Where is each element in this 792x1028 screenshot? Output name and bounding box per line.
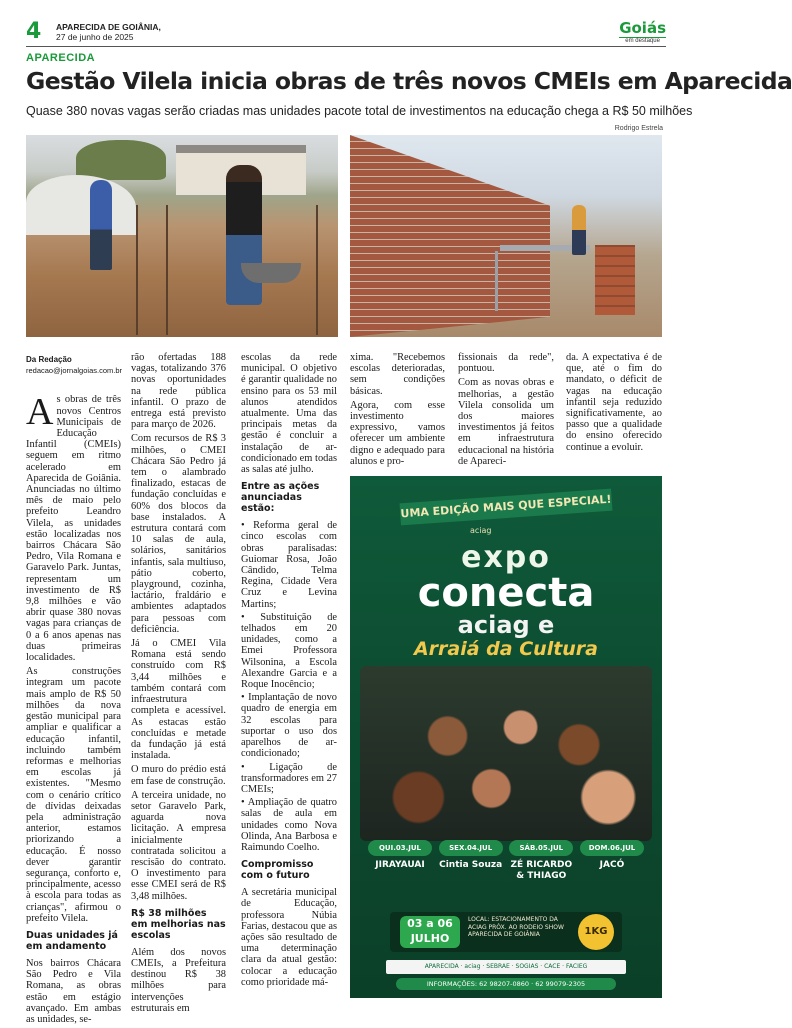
ad-dates-row [368, 840, 644, 856]
logo-subtitle: em destaque [619, 37, 666, 44]
photo-brick-stack [595, 245, 635, 315]
list-item: • Reforma geral de cinco escolas com obras paralisadas: Guiomar Rosa, João Cândido, Telma Regina, Cidade Vera Cruz e Levina Martins; [241, 520, 337, 610]
ad-location: LOCAL: ESTACIONAMENTO DA ACIAG PRÓX. AO RODEIO SHOW APARECIDA DE GOIÂNIA [468, 916, 564, 938]
ad-date: SÁB.05.JUL [509, 840, 573, 856]
publication-info [56, 22, 161, 42]
section-heading: Entre as ações anunciadas estão: [241, 481, 320, 515]
photo-brick-wall [350, 135, 550, 337]
photo-rebar [316, 205, 318, 335]
paragraph: da. A expectativa é de que, até o fim do mandato, o déficit de vagas na educação infantil seja reduzido significativamente, ao passo que a qualidade do ensino oferecido continue a evoluir. [566, 352, 662, 453]
list-item: • Implantação de novo quadro de energia em 32 escolas para suportar o uso dos aparelhos de ar-condicionado; [241, 692, 337, 759]
logo-text: Goiás [619, 19, 666, 37]
paragraph: A terceira unidade, no setor Garavelo Park, aguarda nova licitação. A empresa inicialmente contratada solicitou a rescisão do contrato. O investimento para esse CMEI será de R$ 3,48 milhões. [131, 789, 226, 902]
ad-title-aciag: aciag e [457, 611, 555, 639]
list-item: • Ligação de transformadores em 27 CMEIs; [241, 762, 337, 796]
paragraph: A secretária municipal de Educação, professora Núbia Farias, destacou que as ações são resultado de uma determinação clara da atual gestão: colocar a educação como prioridade má- [241, 887, 337, 988]
section-heading: Compromisso com o futuro [241, 859, 314, 882]
ad-act: JACÓ [599, 860, 625, 870]
dropcap: A [26, 391, 54, 434]
expo-conecta-ad[interactable] [350, 476, 662, 998]
ad-badge: 1KG [578, 914, 614, 950]
article-column-4 [350, 352, 445, 470]
construction-photo-right [350, 135, 662, 337]
section-kicker: APARECIDA [26, 52, 96, 64]
ad-date: SEX.04.JUL [439, 840, 503, 856]
article-column-2 [131, 352, 226, 1017]
publication-date: 27 de junho de 2025 [56, 32, 134, 42]
paragraph: Já o CMEI Vila Romana está sendo construído com R$ 3,44 milhões e também contará com infraestrutura completa e acessível. As estacas estão concluídas e metade da fundação já está instalada. [131, 638, 226, 762]
section-heading: Duas unidades já em andamento [26, 929, 118, 952]
ad-artists-photo [360, 666, 652, 841]
byline-name: Da Redação [26, 355, 72, 364]
ad-subtitle: Arraiá da Cultura [413, 638, 599, 660]
construction-photo-left [26, 135, 338, 337]
list-item: • Substituição de telhados em 20 unidades, como a Emei Professora Wilsonina, a Escola Alexandre Garcia e a Roque Inocêncio; [241, 612, 337, 690]
byline-email[interactable]: redacao@jornalgoias.com.br [26, 366, 122, 376]
list-item: • Ampliação de quatro salas de aula em unidades como Nova Olinda, Ana Barbosa e Raimundo Coelho. [241, 797, 337, 853]
photo-credit: Rodrigo Estrela [614, 125, 663, 132]
paragraph: Agora, com esse investimento expressivo, vamos oferecer um ambiente digno e adequado para alunos e pro- [350, 399, 445, 467]
photo-tree [76, 140, 166, 180]
ad-big-date: 03 a 06 JULHO [400, 916, 460, 948]
ad-brand-top: aciag [470, 526, 492, 535]
ad-event-info [390, 912, 622, 952]
actions-list [241, 520, 337, 853]
paragraph: Com as novas obras e melhorias, a gestão Vilela consolida um dos maiores investimentos já feitos em infraestrutura educacional na história de Apareci- [458, 377, 554, 467]
paragraph: As obras de três novos Centros Municipais de Educação Infantil (CMEIs) seguem em ritmo acelerado em Aparecida de Goiânia. Anunciadas no último mês de maio pelo prefeito Leandro Vilela, as unidades estão localizadas nos bairros Chácara São Pedro, Vila Romana e Garavelo Park. Juntas, representam um investimento de R$ 9,8 milhões e vão abrir quase 380 novas vagas para crianças de 0 a 6 anos apenas nas duas primeiras localidades. [26, 391, 121, 664]
paragraph: escolas da rede municipal. O objetivo é garantir qualidade no ensino para os 53 mil alunos atendidos atualmente. Uma das principais metas da gestão é concluir a instalação de ar-condicionado em todas as salas até julho. [241, 352, 337, 476]
ad-act: ZÉ RICARDO & THIAGO [510, 860, 573, 881]
article-column-6 [566, 352, 662, 456]
paragraph: fissionais da rede", pontuou. [458, 352, 554, 375]
paragraph: As construções integram um pacote mais amplo de R$ 50 milhões da nova gestão municipal para ampliar e qualificar a educação infantil, incluindo também reformas e melhorias em escolas já existentes. "Mesmo com o cenário crítico de dívidas deixadas pela administração anterior, estamos priorizando a educação. É nosso dever garantir segurança, conforto e, principalmente, acesso à escola para todas as crianças", afirmou o prefeito Vilela. [26, 666, 121, 924]
header-divider [26, 46, 666, 47]
paragraph: Com recursos de R$ 3 milhões, o CMEI Chácara São Pedro já tem o alambrado finalizado, estacas de fundação concluídas e 60% dos blocos da base instalados. A estrutura contará com 10 salas de aula, solários, sanitários infantis, sala multiuso, pátio coberto, playground, cozinha, lactário, fraldário e ambientes adaptados para pessoas com deficiência. [131, 433, 226, 635]
paragraph: Além dos novos CMEIs, a Prefeitura destinou R$ 38 milhões para intervenções estruturais em [131, 946, 226, 1014]
photo-worker [90, 180, 112, 270]
article-subhead: Quase 380 novas vagas serão criadas mas unidades pacote total de investimentos na educação chega a R$ 50 milhões [26, 104, 693, 118]
ad-contact-info: INFORMAÇÕES: 62 98207-0860 · 62 99079-2305 [396, 978, 616, 990]
section-heading: R$ 38 milhões em melhorias nas escolas [131, 907, 226, 941]
ad-act: Cintia Souza [439, 860, 503, 870]
photo-rebar [136, 205, 138, 335]
paragraph: xima. "Recebemos escolas deterioradas, sem condições básicas. [350, 352, 445, 397]
ad-title-expo: expo [461, 540, 551, 575]
ad-sponsors: APARECIDA · aciag · SEBRAE · SOGIAS · CACE · FACIEG [386, 960, 626, 974]
article-column-3 [241, 352, 337, 991]
photo-worker [226, 165, 262, 305]
article-column-1 [26, 354, 121, 1028]
photo-worker [572, 205, 586, 255]
paragraph: O muro do prédio está em fase de construção. [131, 764, 226, 787]
newspaper-logo[interactable] [619, 20, 666, 44]
paragraph: Nos bairros Chácara São Pedro e Vila Romana, as obras estão em estágio avançado. Em ambas as unidades, se- [26, 957, 121, 1025]
page-header [26, 20, 666, 46]
ad-acts-row [368, 860, 644, 904]
article-column-5 [458, 352, 554, 470]
paragraph: rão ofertadas 188 vagas, totalizando 376 novas oportunidades na rede pública infantil. O prazo de entrega está previsto para março de 2026. [131, 352, 226, 431]
page-number: 4 [26, 19, 42, 44]
ad-title-conecta: conecta [417, 570, 595, 616]
photo-sand-pile [26, 175, 136, 235]
photo-wheelbarrow [241, 263, 301, 283]
article-headline: Gestão Vilela inicia obras de três novos CMEIs em Aparecida [26, 67, 792, 95]
photo-work-table-leg [495, 251, 498, 311]
photo-rebar [166, 205, 168, 335]
ad-date: DOM.06.JUL [580, 840, 644, 856]
ad-banner: UMA EDIÇÃO MAIS QUE ESPECIAL! [399, 489, 612, 526]
ad-date: QUI.03.JUL [368, 840, 432, 856]
ad-act: JIRAYAUAI [375, 860, 425, 870]
publication-city: APARECIDA DE GOIÂNIA, [56, 22, 161, 32]
